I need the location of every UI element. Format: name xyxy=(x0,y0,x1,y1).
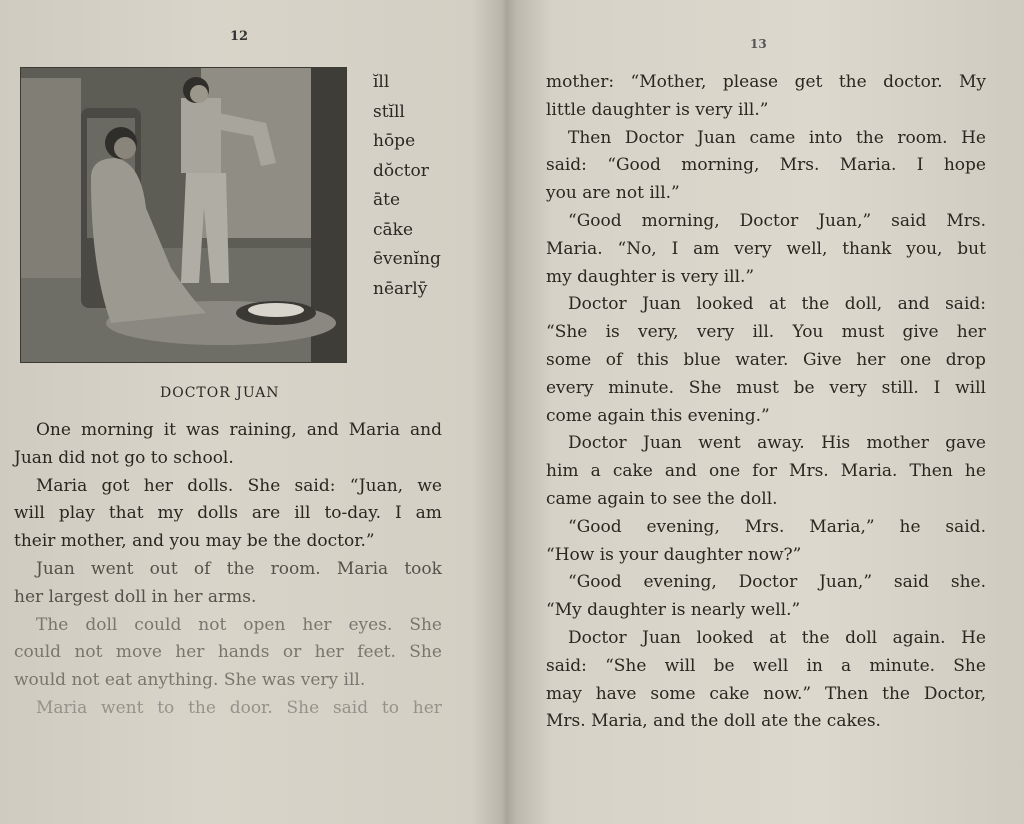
text-line: “My daughter is nearly well.” xyxy=(546,600,801,621)
text-line: their mother, and you may be the doctor.” xyxy=(14,531,375,552)
vocabulary-word: stĭll xyxy=(373,101,405,122)
text-line: “Good morning, Doctor Juan,” said Mrs. xyxy=(568,210,986,231)
text-line: Mrs. Maria, and the doll ate the cakes. xyxy=(546,711,881,732)
text-line: Juan did not go to school. xyxy=(14,447,234,468)
text-line: The doll could not open her eyes. She xyxy=(36,614,442,635)
text-line: Maria went to the door. She said to her xyxy=(36,697,442,718)
left-page xyxy=(0,0,500,824)
right-page xyxy=(510,0,1024,824)
text-line: Juan went out of the room. Maria took xyxy=(36,558,442,579)
text-line: came again to see the doll. xyxy=(546,488,778,509)
text-line: mother: “Mother, please get the doctor. My xyxy=(546,72,986,92)
text-line: some of this blue water. Give her one drop xyxy=(546,349,986,370)
left-page-body-text xyxy=(14,417,442,723)
page-number-right: 13 xyxy=(750,37,767,51)
text-line: Maria got her dolls. She said: “Juan, we xyxy=(36,475,442,496)
text-line: said: “Good morning, Mrs. Maria. I hope xyxy=(546,155,986,176)
text-line: come again this evening.” xyxy=(546,405,770,426)
text-line: Then Doctor Juan came into the room. He xyxy=(568,127,986,148)
vocabulary-word: hōpe xyxy=(373,131,416,151)
illustration-doctor-juan xyxy=(20,67,347,363)
text-line: “Good evening, Mrs. Maria,” he said. xyxy=(568,516,986,537)
text-line: “Good evening, Doctor Juan,” said she. xyxy=(568,572,986,593)
vocabulary-word: āte xyxy=(373,190,401,210)
vocabulary-word-list xyxy=(373,68,441,304)
text-line: you are not ill.” xyxy=(546,183,680,204)
text-line: could not move her hands or her feet. She xyxy=(14,642,442,663)
text-line: will play that my dolls are ill to-day. I am xyxy=(14,503,442,524)
vocabulary-word: ēvenĭng xyxy=(373,249,441,269)
text-line: Doctor Juan looked at the doll, and said: xyxy=(568,294,986,315)
text-line: her largest doll in her arms. xyxy=(14,586,257,607)
text-line: Doctor Juan looked at the doll again. He xyxy=(568,627,986,648)
text-line: One morning it was raining, and Maria and xyxy=(36,420,442,440)
text-line: Maria. “No, I am very well, thank you, but xyxy=(546,238,986,259)
right-page-body-text xyxy=(546,69,986,736)
text-line: may have some cake now.” Then the Doctor, xyxy=(546,683,986,704)
page-number-left: 12 xyxy=(230,29,249,44)
text-line: my daughter is very ill.” xyxy=(546,266,755,287)
text-line: “How is your daughter now?” xyxy=(546,544,802,565)
vocabulary-word: dŏctor xyxy=(373,160,429,181)
vocabulary-word: nēarlȳ xyxy=(373,278,428,299)
text-line: Doctor Juan went away. His mother gave xyxy=(568,433,986,454)
text-line: him a cake and one for Mrs. Maria. Then he xyxy=(546,461,986,482)
text-line: would not eat anything. She was very ill. xyxy=(14,670,366,691)
text-line: said: “She will be well in a minute. She xyxy=(546,655,986,676)
vocabulary-word: ĭll xyxy=(373,72,390,92)
text-line: every minute. She must be very still. I will xyxy=(546,377,986,398)
illustration-caption: DOCTOR JUAN xyxy=(160,385,280,401)
vocabulary-word: cāke xyxy=(373,219,414,240)
text-line: little daughter is very ill.” xyxy=(546,99,769,120)
text-line: “She is very, very ill. You must give her xyxy=(546,322,986,343)
